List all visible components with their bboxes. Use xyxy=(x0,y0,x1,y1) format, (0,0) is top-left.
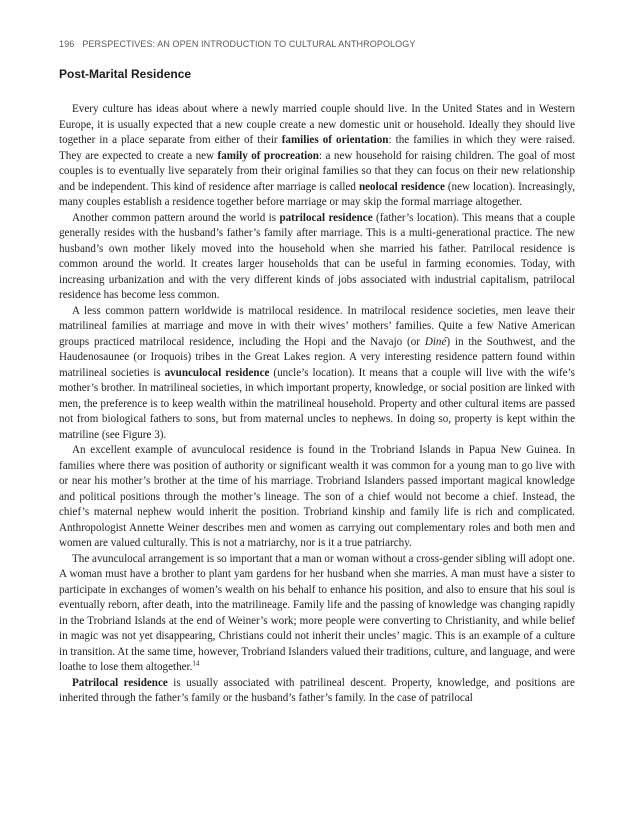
key-term: Patrilocal residence xyxy=(72,676,168,689)
running-header xyxy=(59,38,575,50)
key-term: avunculocal residence xyxy=(164,366,270,379)
text-run: Every culture has ideas about where a newly married couple should live. In the United States and in Western Europe, it is usually expected that a new couple create a new domestic unit or household. Ideally they should live together in a place separate from either of their xyxy=(59,103,575,146)
text-run: (uncle’s location). It means that a couple will live with the wife’s mother’s brother. In matrilineal societies, in which important property, knowledge, or social position are linked with men, the preference is to keep wealth within the matrilineal household. Property and other cultural items are passed not from biological fathers to sons, but from maternal uncles to nephews. In doing so, property is kept within the matriline (see Figure 3). xyxy=(59,366,575,441)
text-run: : a new household for raising children. The goal of most couples is to eventually live separately from their original families so that they can focus on their new relationship and be independent. This kind of residence after marriage is called xyxy=(59,149,575,193)
text-run: Another common pattern around the world is xyxy=(72,211,280,224)
text-run: ) in the Southwest, and the Haudenosaunee (or Iroquois) tribes in the Great Lakes region. A very interesting residence pattern found within matrilineal societies is xyxy=(59,335,575,379)
footnote-reference: 14 xyxy=(192,659,200,668)
book-title: PERSPECTIVES: AN OPEN INTRODUCTION TO CULTURAL ANTHROPOLOGY xyxy=(82,39,416,49)
paragraph xyxy=(59,552,575,676)
text-run: (father’s location). This means that a couple generally resides with the husband’s father’s family after marriage. This is a multi-generational practice. The new husband’s own mother likely moved into the household when she married his father. Patrilocal residence is common around the world. It creates larger households that can be useful in farming economies. Today, with increasing urbanization and with the very different kinds of jobs associated with industrial capitalism, patrilocal residence has become less common. xyxy=(59,211,576,301)
body-text xyxy=(59,102,575,707)
paragraph xyxy=(59,211,575,304)
key-term: families of orientation xyxy=(281,134,389,146)
text-run: is usually associated with patrilineal descent. Property, knowledge, and positions are inherited through the father’s family or the husband’s father’s family. In the case of patrilocal xyxy=(59,676,575,704)
text-run: An excellent example of avunculocal residence is found in the Trobriand Islands in Papua New Guinea. In families where there was position of authority or significant wealth it was common for a young man to go live with or near his mother’s brother at the time of his marriage. Trobriand Islanders passed important magical knowledge and political positions through the mother’s lineage. The son of a chief would not become a chief. Instead, the chief’s maternal nephew would inherit the position. Trobriand kinship and family life is rich and complicated. Anthropologist Annette Weiner describes men and women as carrying out complementary roles and both men and women are valued culturally. This is not a matriarchy, nor is it a true patriarchy. xyxy=(59,444,575,549)
page-number: 196 xyxy=(59,39,75,49)
key-term: neolocal residence xyxy=(358,180,445,193)
paragraph xyxy=(59,304,575,444)
text-run: (new location). Increasingly, many couples establish a residence together before marriage or may skip the formal marriage altogether. xyxy=(59,180,575,208)
key-term: family of procreation xyxy=(217,149,319,162)
paragraph xyxy=(59,676,575,707)
key-term: patrilocal residence xyxy=(279,211,373,224)
italic-term: Diné xyxy=(424,335,447,348)
section-heading: Post-Marital Residence xyxy=(59,67,192,81)
text-run: The avunculocal arrangement is so important that a man or woman without a cross-gender sibling will adopt one. A woman must have a brother to plant yam gardens for her husband when she marries. A man must have a sister to participate in exchanges of women’s wealth on his behalf to enhance his position, and also to ensure that his soul is eventually reborn, after death, into the matrilineage. Family life and the passing of knowledge was changing rapidly in the Trobriand Islands at the end of Weiner’s work; more people were converting to Christianity, and while belief in magic was not yet disappearing, Christians could not inherit their uncles’ magic. This is an example of a culture in transition. At the same time, however, Trobriand Islanders valued their traditions, culture, and language, and were loathe to lose them altogether. xyxy=(59,552,575,673)
text-run: A less common pattern worldwide is matrilocal residence. In matrilocal residence societies, men leave their matrilineal families at marriage and move in with their wives’ mothers’ families. Quite a few Native American groups practiced matrilocal residence, including the Hopi and the Navajo (or xyxy=(59,304,575,348)
text-run: : the families in which they were raised. They are expected to create a new xyxy=(59,134,575,162)
paragraph xyxy=(59,102,575,211)
paragraph xyxy=(59,443,575,552)
